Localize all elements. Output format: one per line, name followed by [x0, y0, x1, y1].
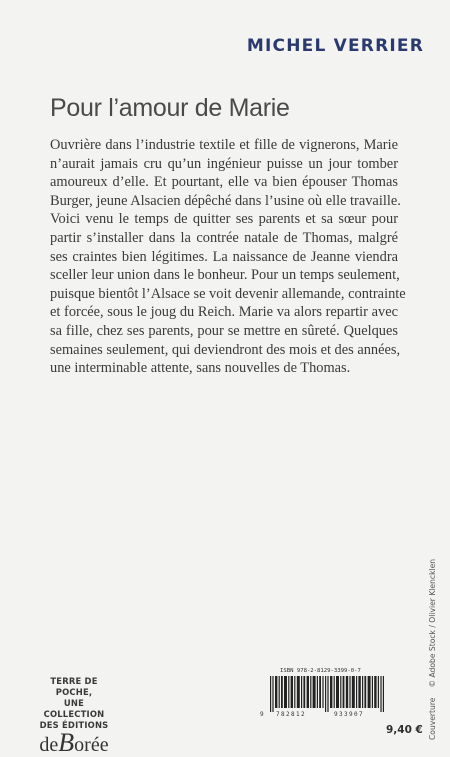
isbn-text: ISBN 978-2-8129-3399-0-7: [280, 668, 361, 674]
publisher-line: UNE COLLECTION: [43, 698, 105, 719]
publisher-line: DES ÉDITIONS: [39, 720, 109, 730]
barcode-digits-right: 933907: [334, 711, 365, 718]
publisher-block: [34, 676, 114, 755]
barcode-digits-left: 782812: [276, 711, 307, 718]
blurb-line: sceller leur union dans le bonheur. Pour un temps seulement,: [50, 267, 400, 284]
barcode-digit-first: 9: [260, 711, 264, 718]
logo-initial: B: [58, 728, 75, 757]
logo-prefix: de: [39, 734, 59, 756]
barcode-icon: [270, 676, 388, 712]
author-name: MICHEL VERRIER: [246, 36, 424, 56]
blurb-line: Burger, jeune Alsacien dépêché dans l’usine où elle travaille.: [50, 192, 401, 209]
barcode-block: [256, 668, 404, 720]
publisher-line: TERRE DE POCHE,: [50, 676, 98, 697]
blurb-line: une interminable attente, sans nouvelles de Thomas.: [50, 360, 351, 377]
blurb-line: puisque bientôt l’Alsace se voit devenir allemande, contrainte: [50, 285, 406, 302]
price-label: 9,40 €: [386, 724, 423, 736]
logo-rest: orée: [74, 734, 109, 756]
blurb-line: semaines seulement, qui deviendront des mois et des années,: [50, 341, 401, 358]
cover-credit-label: Couverture: [428, 697, 437, 740]
blurb-line: ses craintes bien légitimes. La naissance de Jeanne viendra: [50, 248, 398, 265]
back-cover-blurb: [50, 136, 406, 378]
cover-credit: [428, 559, 437, 740]
publisher-logo: [34, 728, 114, 757]
blurb-line: n’aurait jamais cru qu’un ingénieur puisse un jour tomber: [50, 155, 398, 172]
blurb-line: Ouvrière dans l’industrie textile et fille de vignerons, Marie: [50, 137, 398, 153]
blurb-line: Voici venu le temps de quitter ses parents et sa sœur pour: [50, 211, 398, 228]
blurb-line: et forcée, sous le joug du Reich. Marie va alors repartir avec: [50, 304, 398, 321]
blurb-line: partir s’installer dans la contrée natale de Thomas, malgré: [50, 229, 398, 246]
blurb-line: amoureux d’elle. Et pourtant, elle va bien épouser Thomas: [50, 174, 398, 191]
cover-credit-copyright: © Adobe Stock / Olivier Klencklen: [428, 558, 437, 688]
blurb-line: sa fille, chez ses parents, pour se mettre en sûreté. Quelques: [50, 322, 398, 339]
book-title: Pour l’amour de Marie: [50, 94, 290, 122]
